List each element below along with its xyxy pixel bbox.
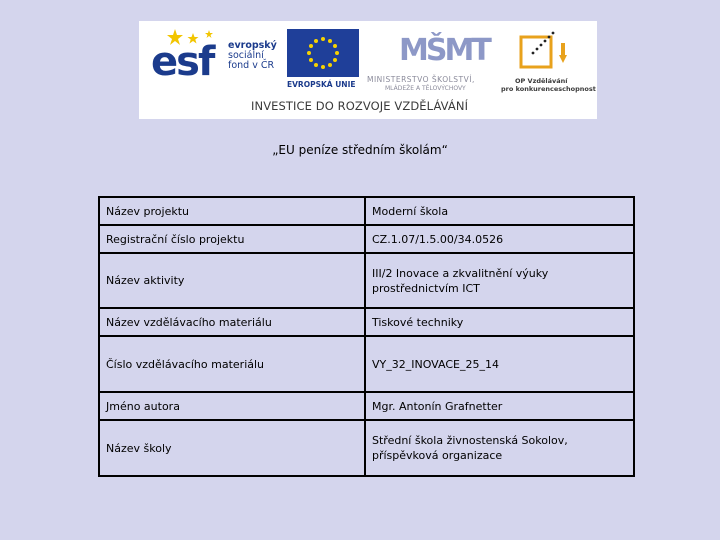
project-info-table (98, 196, 635, 477)
op-line1: OP Vzdělávání (515, 77, 568, 85)
msmt-line1: MINISTERSTVO ŠKOLSTVÍ, (367, 75, 475, 84)
row-value: Moderní škola (366, 198, 633, 224)
esf-caption: evropský sociální fond v ČR (228, 40, 277, 71)
row-value: Střední škola živnostenská Sokolov, příspěvková organizace (366, 421, 633, 475)
page-subtitle: „EU peníze středním školám“ (272, 143, 448, 157)
row-label: Jméno autora (100, 393, 364, 419)
row-label: Název vzdělávacího materiálu (100, 309, 364, 335)
row-value: Mgr. Antonín Grafnetter (366, 393, 633, 419)
row-value: VY_32_INOVACE_25_14 (366, 337, 633, 391)
msmt-line2: MLÁDEŽE A TĚLOVÝCHOVY (385, 85, 466, 92)
esf-wordmark: esf (151, 39, 214, 85)
eu-caption: EVROPSKÁ UNIE (287, 80, 356, 89)
row-label: Registrační číslo projektu (100, 226, 364, 252)
row-label: Název projektu (100, 198, 364, 224)
row-label: Název aktivity (100, 254, 364, 307)
table-row (100, 421, 633, 475)
logo-banner (139, 21, 597, 119)
table-row (100, 226, 633, 252)
op-logo (501, 27, 596, 99)
eu-flag-icon (287, 29, 359, 77)
op-arrow-icon (501, 27, 593, 77)
table-row (100, 309, 633, 335)
op-line2: pro konkurenceschopnost (501, 85, 596, 93)
table-row (100, 254, 633, 307)
row-value: III/2 Inovace a zkvalitnění výuky prostřednictvím ICT (366, 254, 633, 307)
banner-tagline: INVESTICE DO ROZVOJE VZDĚLÁVÁNÍ (251, 99, 469, 113)
msmt-mark: MŠMT (399, 33, 489, 68)
table-row (100, 393, 633, 419)
msmt-logo (367, 25, 497, 97)
table-row (100, 198, 633, 224)
row-label: Název školy (100, 421, 364, 475)
row-label: Číslo vzdělávacího materiálu (100, 337, 364, 391)
row-value: CZ.1.07/1.5.00/34.0526 (366, 226, 633, 252)
esf-logo (151, 27, 279, 89)
row-value: Tiskové techniky (366, 309, 633, 335)
table-row (100, 337, 633, 391)
